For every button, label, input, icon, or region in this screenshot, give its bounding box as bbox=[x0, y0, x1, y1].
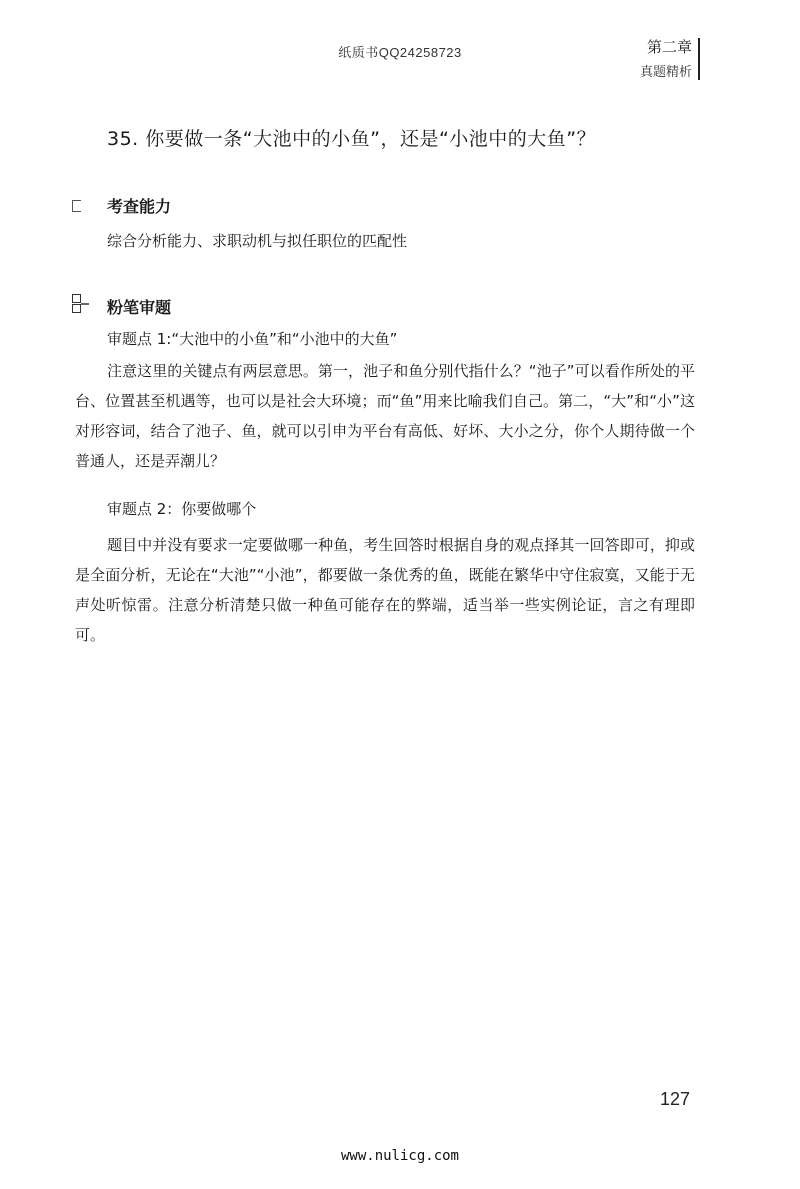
header-watermark: 纸质书QQ24258723 bbox=[338, 45, 462, 60]
chapter-subtitle: 真题精析 bbox=[639, 65, 692, 80]
review-point-2-label: 审题点 2：你要做哪个 bbox=[107, 500, 257, 518]
review-point-1-text bbox=[75, 356, 695, 476]
review-heading: 粉笔审题 bbox=[107, 298, 172, 317]
chapter-title: 第二章 bbox=[646, 38, 692, 56]
review-point-1-body: 注意这里的关键点有两层意思。第一，池子和鱼分别代指什么？“池子”可以看作所处的平台、位置甚至机遇等，也可以是社会大环境；而“鱼”用来比喻我们自己。第二，“大”和“小”这对形容词，结合了池子、鱼，就可以引申为平台有高低、好坏、大小之分，你个人期待做一个普通人，还是弄潮儿？ bbox=[75, 362, 695, 470]
review-point-2-text bbox=[75, 530, 695, 650]
bracket-icon bbox=[72, 200, 81, 212]
ability-body: 综合分析能力、求职动机与拟任职位的匹配性 bbox=[107, 232, 408, 250]
review-point-1-label: 审题点 1:“大池中的小鱼”和“小池中的大鱼” bbox=[107, 330, 398, 348]
chapter-header bbox=[640, 36, 692, 84]
grid-icon bbox=[72, 294, 90, 314]
review-point-2-body: 题目中并没有要求一定要做哪一种鱼，考生回答时根据自身的观点择其一回答即可，抑或是全面分析，无论在“大池”“小池”，都要做一条优秀的鱼，既能在繁华中守住寂寞，又能于无声处听惊雷。注意分析清楚只做一种鱼可能存在的弊端，适当举一些实例论证，言之有理即可。 bbox=[75, 536, 695, 644]
ability-heading: 考查能力 bbox=[107, 197, 172, 216]
question-title: 35. 你要做一条“大池中的小鱼”，还是“小池中的大鱼”？ bbox=[107, 128, 597, 150]
page-number: 127 bbox=[659, 1089, 690, 1109]
footer-watermark: www.nulicg.com bbox=[340, 1148, 459, 1164]
chapter-divider bbox=[698, 38, 700, 80]
